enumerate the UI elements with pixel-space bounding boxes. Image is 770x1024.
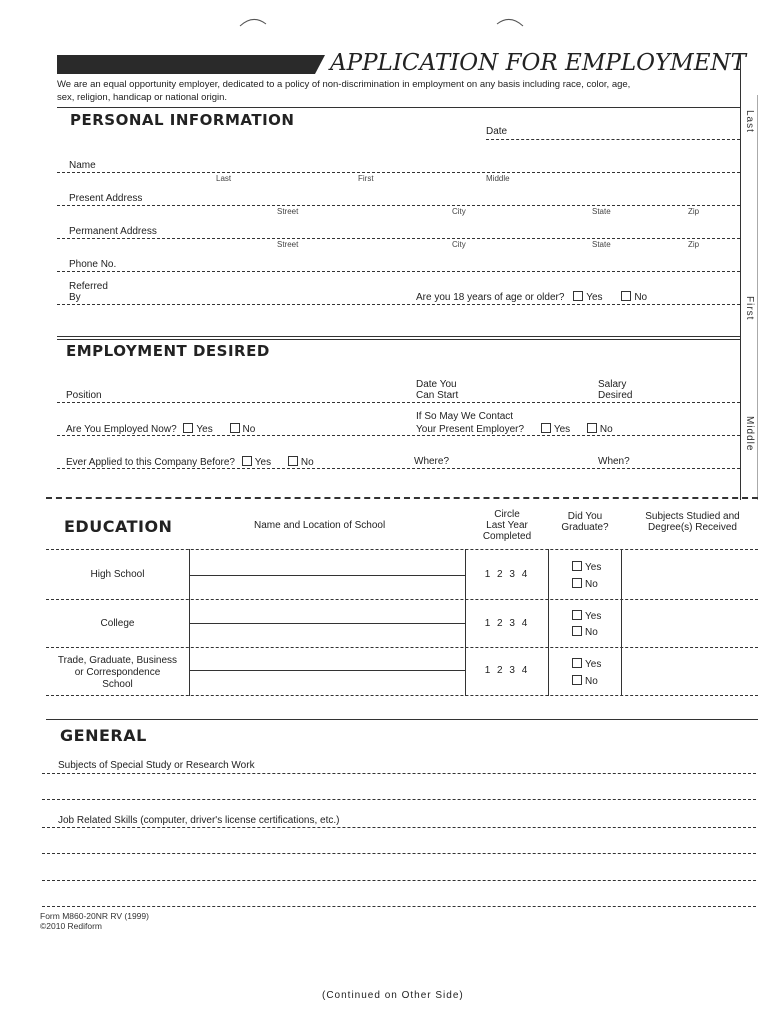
trade-yes-label: Yes [585,659,602,670]
section-divider [46,719,758,720]
date-line [486,139,740,140]
permanent-address-line [57,238,740,239]
present-sub-street: Street [277,207,299,216]
edu-row-line [46,599,758,600]
special-study-label: Subjects of Special Study or Research Work [58,760,255,771]
contact-label-1: If So May We Contact [416,411,514,422]
punch-mark-right [495,14,525,28]
permanent-sub-zip: Zip [688,240,700,249]
where-input[interactable] [455,454,590,468]
college-years[interactable]: 1 2 3 4 [484,618,530,629]
position-input[interactable] [110,388,410,402]
skills-input-4[interactable] [42,891,756,905]
high-school-yes-label: Yes [585,562,602,573]
edu-grid-line [621,549,622,696]
employed-yes-option[interactable] [183,424,212,435]
age-yes-option[interactable] [573,292,602,303]
phone-input[interactable] [125,257,735,271]
present-address-line [57,205,740,206]
col-subjects-header-1: Subjects Studied and [645,511,740,522]
applied-yes-option[interactable] [242,457,271,468]
start-date-label-1: Date You [416,379,457,390]
contact-no-option[interactable] [587,424,613,435]
right-edge-line [757,95,758,500]
college-subjects-input[interactable] [624,602,754,645]
punch-mark-left [238,14,268,28]
high-school-yes-option[interactable] [572,561,601,573]
employed-now [66,423,255,435]
form-title: APPLICATION FOR EMPLOYMENT [330,50,746,76]
high-school-yes-checkbox[interactable] [572,561,582,571]
skills-input-2[interactable] [42,838,756,852]
position-label: Position [66,390,102,401]
college-no-checkbox[interactable] [572,626,582,636]
col-year-header-1: Circle [494,509,520,520]
edu-row-trade-line1: Trade, Graduate, Business [57,655,178,666]
contact-yes-checkbox[interactable] [541,423,551,433]
age-no-option[interactable] [621,292,647,303]
skills-line-4 [42,906,756,907]
salary-label-1: Salary [598,379,627,390]
present-sub-zip: Zip [688,207,700,216]
special-study-line-1 [42,773,756,774]
edu-row-trade-line2: or Correspondence [74,667,161,678]
trade-no-label: No [585,676,598,687]
applied-yes-label: Yes [254,457,272,468]
col-year-header-2: Last Year [486,520,528,531]
high-school-name-input[interactable] [192,552,462,597]
high-school-subjects-input[interactable] [624,552,754,597]
high-school-no-option[interactable] [572,578,598,590]
trade-subjects-input[interactable] [624,650,754,693]
skills-line-1 [42,827,756,828]
side-tab-middle: Middle [744,416,755,452]
side-tab-first: First [744,296,755,321]
employed-no-option[interactable] [230,424,256,435]
skills-line-2 [42,853,756,854]
name-sub-middle: Middle [486,174,510,183]
employed-no-checkbox[interactable] [230,423,240,433]
name-line [57,172,740,173]
right-margin-line [740,55,741,500]
permanent-sub-city: City [452,240,466,249]
employed-no-label: No [242,424,256,435]
when-label: When? [598,456,630,467]
date-input[interactable] [515,124,735,138]
title-bar [57,55,325,74]
side-tab-last: Last [744,110,755,133]
applied-no-option[interactable] [288,457,314,468]
edu-row-high-school: High School [90,569,145,580]
section-divider [57,107,740,108]
college-yes-label: Yes [585,611,602,622]
start-date-input[interactable] [465,388,590,402]
edu-row-line [46,695,758,696]
where-label: Where? [414,456,450,467]
employed-yes-label: Yes [196,424,213,435]
copyright: ©2010 Rediform [40,921,103,931]
edu-row-college: College [100,618,135,629]
present-address-input[interactable] [155,191,735,205]
contact-label-2: Your Present Employer? [416,424,525,435]
contact-no-checkbox[interactable] [587,423,597,433]
applied-yes-checkbox[interactable] [242,456,252,466]
age-question-text: Are you 18 years of age or older? [416,292,565,303]
present-address-label: Present Address [69,193,143,204]
trade-no-checkbox[interactable] [572,675,582,685]
skills-input[interactable] [385,813,755,827]
applied-before [66,456,314,468]
college-no-label: No [585,627,598,638]
trade-yes-checkbox[interactable] [572,658,582,668]
permanent-address-input[interactable] [170,224,735,238]
employment-heading: EMPLOYMENT DESIRED [66,342,270,360]
col-grad-header [548,511,622,533]
name-sub-last: Last [216,174,232,183]
start-date-label-2: Can Start [416,390,459,401]
trade-school-name-input[interactable] [192,650,462,693]
college-yes-option[interactable] [572,610,601,622]
referred-line [57,304,740,305]
col-subjects-header [630,511,755,533]
high-school-years[interactable]: 1 2 3 4 [484,569,530,580]
high-school-no-label: No [585,579,598,590]
high-school-no-checkbox[interactable] [572,578,582,588]
edu-row-line [46,647,758,648]
permanent-sub-state: State [592,240,611,249]
phone-label: Phone No. [69,259,117,270]
contact-no-label: No [599,424,613,435]
when-input[interactable] [635,454,735,468]
college-yes-checkbox[interactable] [572,610,582,620]
edu-header-line [46,549,758,550]
college-name-input[interactable] [192,602,462,645]
edu-row-trade-line3: School [102,679,133,690]
college-no-option[interactable] [572,626,598,638]
form-number: Form M860-20NR RV (1999) [40,911,149,921]
general-heading: GENERAL [60,726,147,745]
name-input[interactable] [110,158,735,172]
employed-now-text: Are You Employed Now? [66,424,177,435]
phone-line [57,271,740,272]
date-label: Date [486,126,508,137]
permanent-address-label: Permanent Address [69,226,157,237]
contact-yes-option[interactable] [541,424,570,435]
salary-label-2: Desired [598,390,633,401]
age-yes-checkbox[interactable] [573,291,583,301]
section-divider [57,336,740,337]
trade-no-option[interactable] [572,675,598,687]
section-divider [46,497,758,499]
intro-text-line2: sex, religion, handicap or national origin. [57,92,228,103]
referred-by-input[interactable] [90,288,410,302]
education-heading: EDUCATION [64,517,173,536]
special-study-line-2 [42,799,756,800]
referred-label-2: By [69,292,81,303]
present-sub-state: State [592,207,611,216]
referred-label-1: Referred [69,281,108,292]
applied-no-label: No [300,457,314,468]
applied-before-text: Ever Applied to this Company Before? [66,457,235,468]
age-question [416,291,647,303]
contact-question [416,423,613,435]
age-no-checkbox[interactable] [621,291,631,301]
skills-line-3 [42,880,756,881]
col-subjects-header-2: Degree(s) Received [648,522,737,533]
col-grad-header-2: Graduate? [561,522,609,533]
present-sub-city: City [452,207,466,216]
col-school-header: Name and Location of School [254,520,386,531]
intro-text-line1: We are an equal opportunity employer, dedicated to a policy of non-discrimination in employment on any basis including race, color, age, [57,79,631,90]
personal-heading: PERSONAL INFORMATION [70,111,295,129]
permanent-sub-street: Street [277,240,299,249]
continued-note: (Continued on Other Side) [322,990,464,1001]
position-line [57,402,740,403]
edu-row-trade [46,655,189,691]
contact-yes-label: Yes [553,424,571,435]
name-sub-first: First [358,174,374,183]
age-yes-label: Yes [586,292,603,303]
trade-school-years[interactable]: 1 2 3 4 [484,665,530,676]
applied-no-checkbox[interactable] [288,456,298,466]
trade-yes-option[interactable] [572,658,601,670]
special-study-input[interactable] [280,758,755,772]
age-no-label: No [634,292,648,303]
employed-yes-checkbox[interactable] [183,423,193,433]
skills-input-3[interactable] [42,865,756,879]
col-grad-header-1: Did You [567,511,603,522]
section-divider [57,339,740,340]
col-year-header-3: Completed [482,531,532,542]
special-study-input-2[interactable] [42,784,756,798]
employed-line [57,435,740,436]
applied-line [57,468,740,469]
skills-label: Job Related Skills (computer, driver's license certifications, etc.) [58,815,340,826]
salary-input[interactable] [640,388,735,402]
name-label: Name [69,160,96,171]
col-year-header [465,509,549,542]
